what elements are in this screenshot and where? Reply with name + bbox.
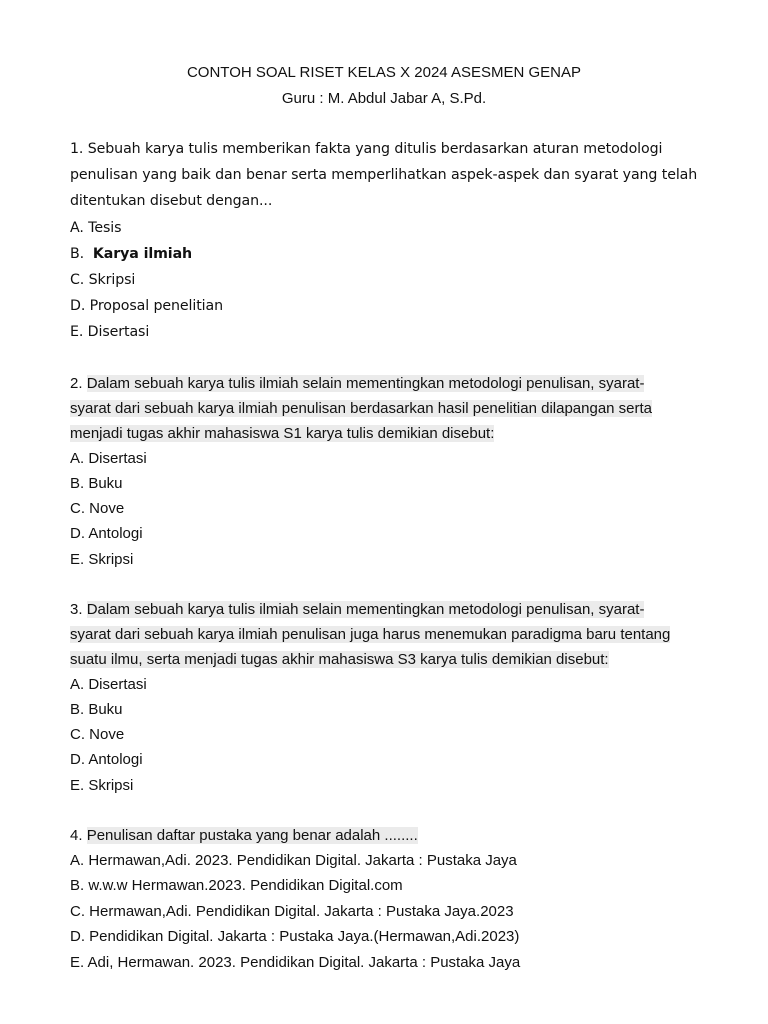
q4-option-a: A. Hermawan,Adi. 2023. Pendidikan Digital. Jakarta : Pustaka Jaya — [70, 852, 517, 869]
q3-stem-line-1 — [70, 600, 644, 620]
q3-stem-text-1: Dalam sebuah karya tulis ilmiah selain mementingkan metodologi penulisan, syarat- — [86, 601, 645, 618]
q2-option-e: E. Skripsi — [70, 551, 134, 568]
q2-stem-text-3: menjadi tugas akhir mahasiswa S1 karya tulis demikian disebut: — [70, 425, 495, 442]
q1-stem-line-1: 1. Sebuah karya tulis memberikan fakta yang ditulis berdasarkan aturan metodologi — [70, 141, 663, 157]
q3-stem-line-3 — [70, 650, 609, 670]
q3-option-e: E. Skripsi — [70, 777, 134, 794]
q4-option-d: D. Pendidikan Digital. Jakarta : Pustaka Jaya.(Hermawan,Adi.2023) — [70, 928, 520, 945]
q1-option-b — [70, 244, 192, 264]
q4-option-c: C. Hermawan,Adi. Pendidikan Digital. Jakarta : Pustaka Jaya.2023 — [70, 903, 514, 920]
q2-stem-text-2: syarat dari sebuah karya ilmiah penulisan berdasarkan hasil penelitian dilapangan serta — [70, 400, 653, 417]
document-title: CONTOH SOAL RISET KELAS X 2024 ASESMEN GENAP — [186, 64, 582, 81]
q3-option-a: A. Disertasi — [70, 676, 147, 693]
q1-stem-line-3: ditentukan disebut dengan... — [70, 193, 273, 209]
q2-stem-line-2 — [70, 399, 652, 419]
q1-option-a: A. Tesis — [70, 220, 122, 236]
q1-option-c: C. Skripsi — [70, 272, 136, 288]
q2-option-b: B. Buku — [70, 475, 123, 492]
q4-number: 4. — [70, 827, 83, 844]
q1-option-b-answer: Karya ilmiah — [92, 246, 193, 262]
q4-stem-line — [70, 826, 418, 846]
q2-stem-text-1: Dalam sebuah karya tulis ilmiah selain mementingkan metodologi penulisan, syarat- — [86, 375, 645, 392]
q3-stem-line-2 — [70, 625, 670, 645]
q1-option-d: D. Proposal penelitian — [70, 298, 224, 314]
q4-option-e: E. Adi, Hermawan. 2023. Pendidikan Digital. Jakarta : Pustaka Jaya — [70, 954, 521, 971]
q3-stem-text-3: suatu ilmu, serta menjadi tugas akhir mahasiswa S3 karya tulis demikian disebut: — [70, 651, 609, 668]
q2-number: 2. — [70, 375, 83, 392]
q3-option-d: D. Antologi — [70, 751, 143, 768]
q3-number: 3. — [70, 601, 83, 618]
q1-option-e: E. Disertasi — [70, 324, 150, 340]
q2-option-d: D. Antologi — [70, 525, 143, 542]
q2-stem-line-1 — [70, 374, 644, 394]
q1-option-b-prefix: B. — [70, 246, 85, 262]
q3-stem-text-2: syarat dari sebuah karya ilmiah penulisan juga harus menemukan paradigma baru tentang — [70, 626, 671, 643]
q3-option-b: B. Buku — [70, 701, 123, 718]
q2-option-a: A. Disertasi — [70, 450, 147, 467]
teacher-line: Guru : M. Abdul Jabar A, S.Pd. — [281, 90, 487, 107]
q3-option-c: C. Nove — [70, 726, 125, 743]
q4-option-b: B. w.w.w Hermawan.2023. Pendidikan Digital.com — [70, 877, 403, 894]
q1-stem-line-2: penulisan yang baik dan benar serta memperlihatkan aspek-aspek dan syarat yang telah — [70, 167, 698, 183]
q2-option-c: C. Nove — [70, 500, 125, 517]
q4-stem-text: Penulisan daftar pustaka yang benar adalah ........ — [86, 827, 418, 844]
q2-stem-line-3 — [70, 424, 494, 444]
